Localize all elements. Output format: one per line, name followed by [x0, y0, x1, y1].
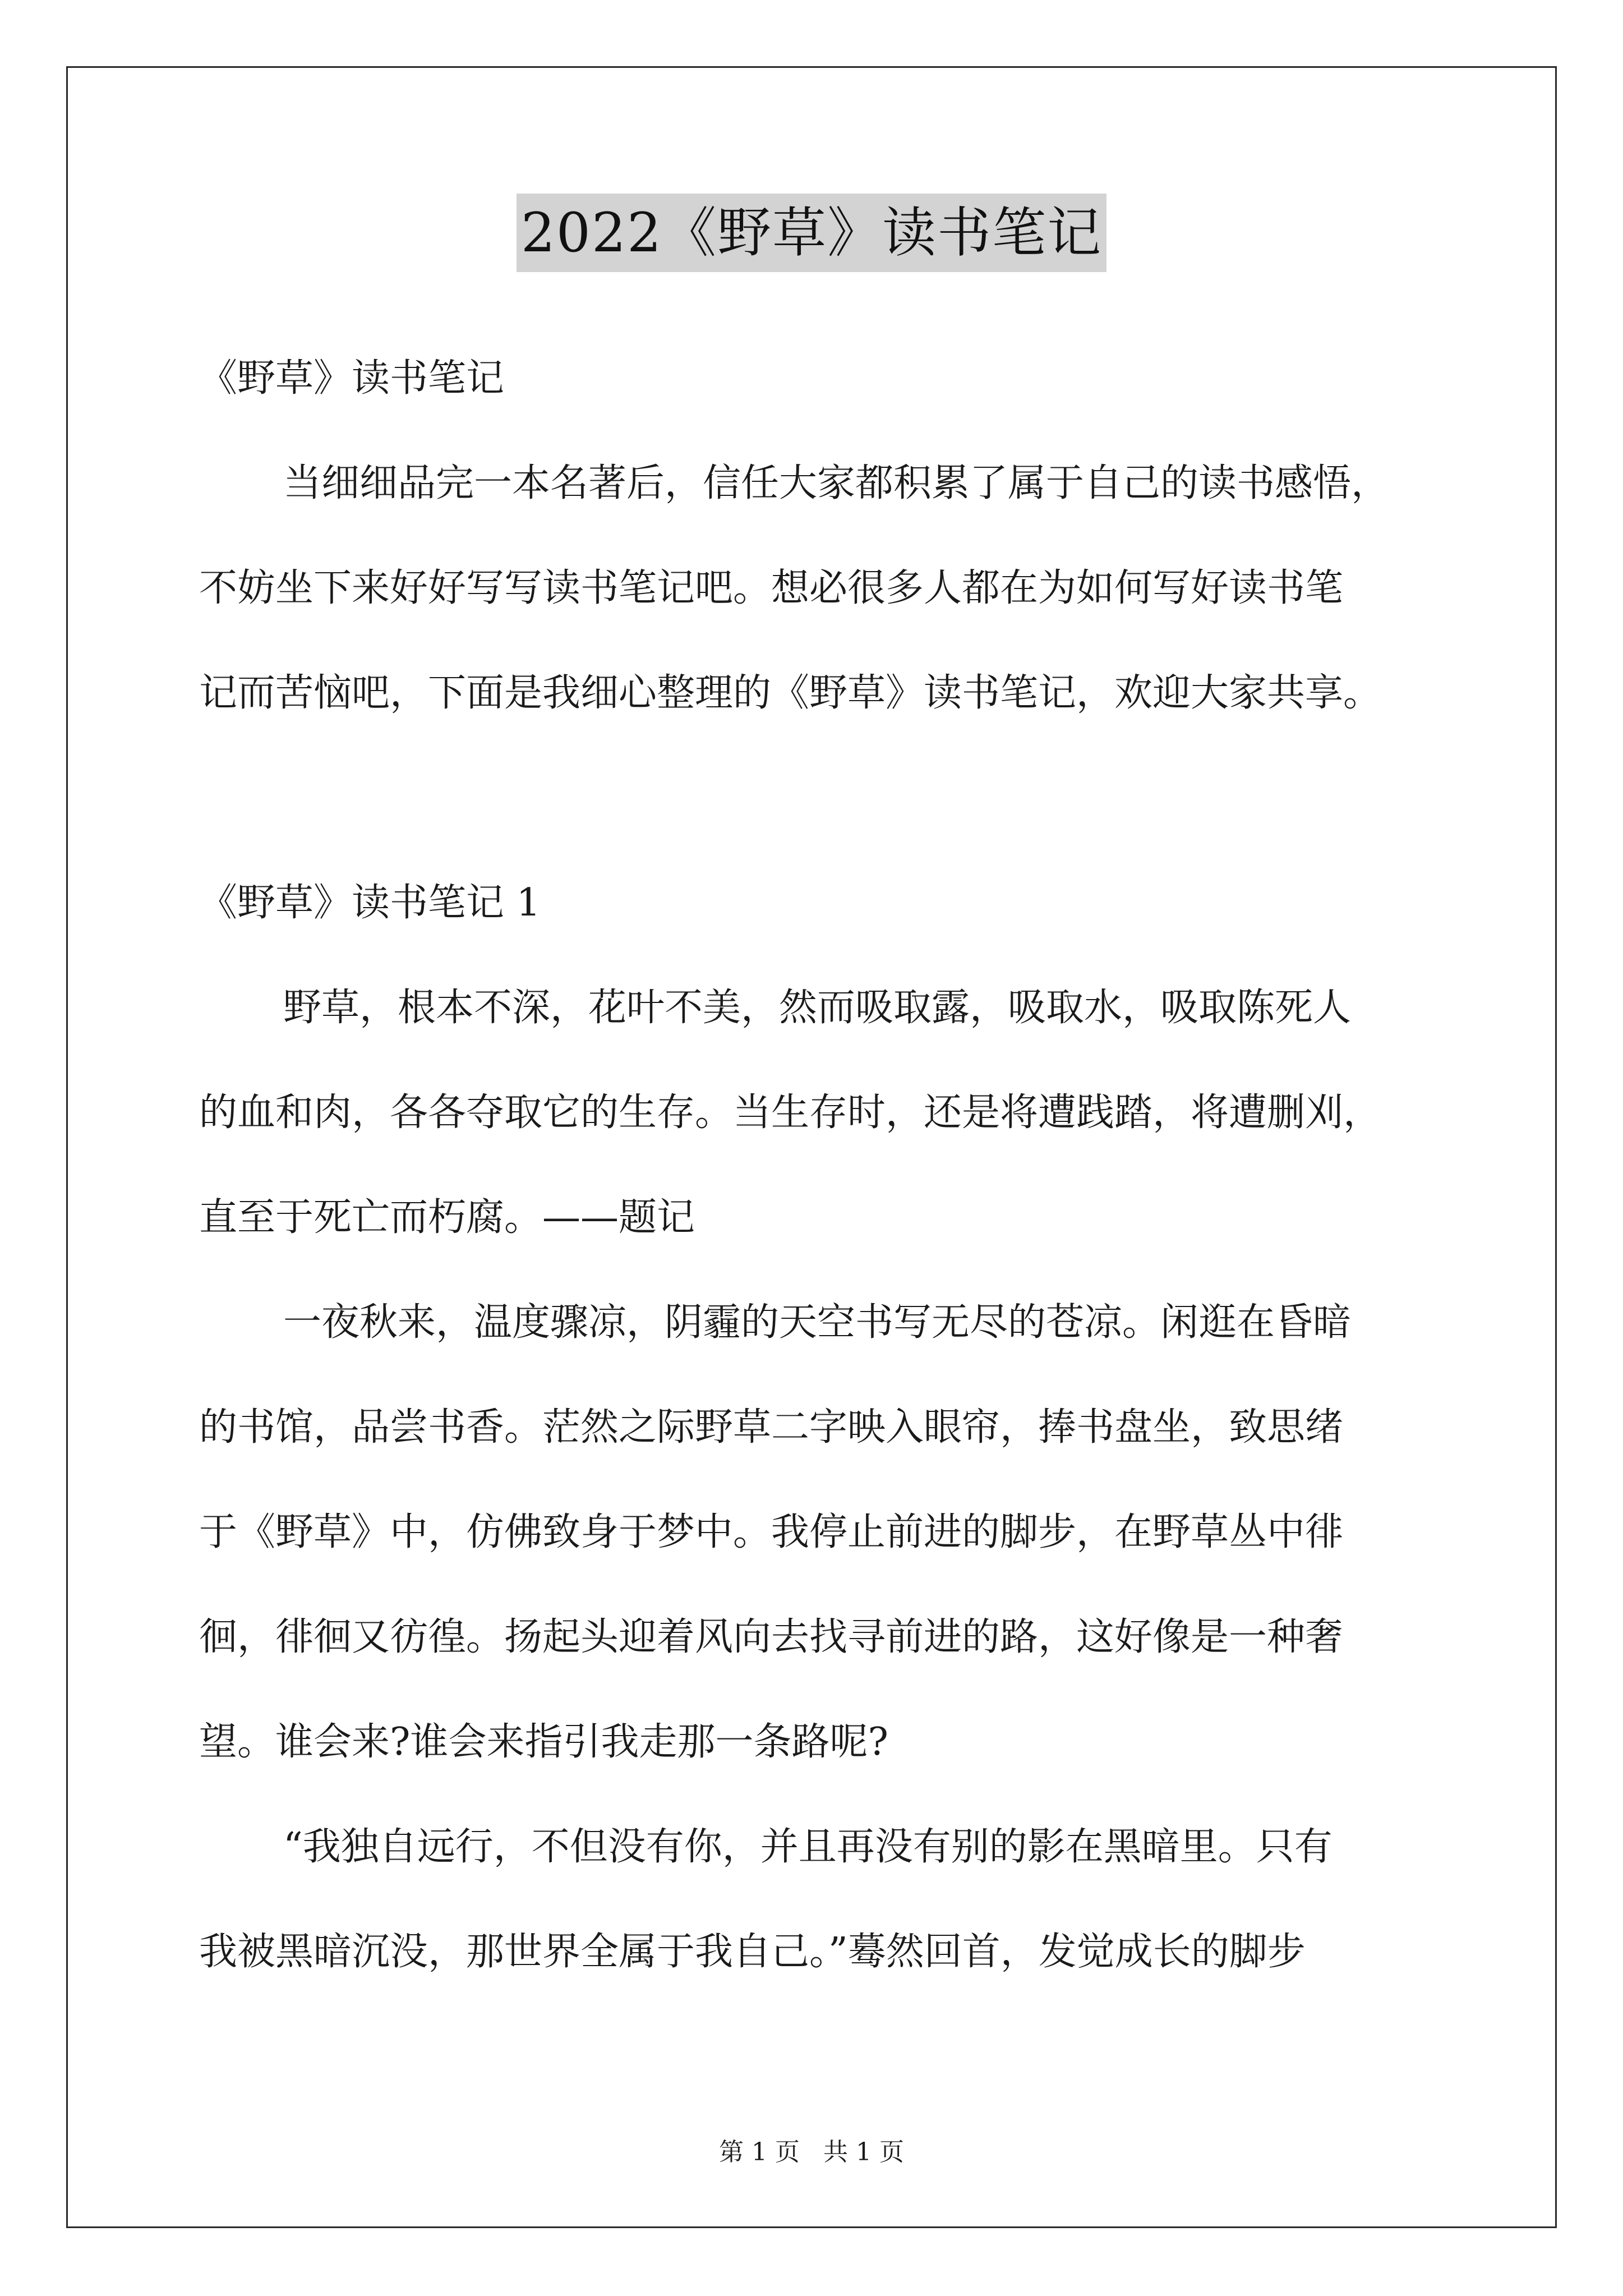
paragraph-line: 望。谁会来?谁会来指引我走那一条路呢? — [199, 1720, 888, 1764]
page-number: 第 1 页 — [719, 2138, 800, 2166]
page-footer — [0, 2132, 1623, 2168]
paragraph-line: 我被黑暗沉没，那世界全属于我自己。”蓦然回首，发觉成长的脚步 — [199, 1930, 1306, 1974]
section-heading: 《野草》读书笔记 1 — [199, 881, 541, 925]
paragraph-line: 一夜秋来，温度骤凉，阴霾的天空书写无尽的苍凉。闲逛在昏暗 — [283, 1300, 1352, 1345]
paragraph-line: 的书馆，品尝书香。茫然之际野草二字映入眼帘，捧书盘坐，致思绪 — [199, 1405, 1344, 1450]
paragraph-line: 记而苦恼吧，下面是我细心整理的《野草》读书笔记，欢迎大家共享。 — [199, 671, 1382, 715]
section-heading: 《野草》读书笔记 — [199, 356, 505, 401]
paragraph-line: 徊，徘徊又彷徨。扬起头迎着风向去找寻前进的路，这好像是一种奢 — [199, 1615, 1344, 1659]
paragraph-line: 野草，根本不深，花叶不美，然而吸取露，吸取水，吸取陈死人 — [283, 986, 1352, 1030]
paragraph-line: 的血和肉，各各夺取它的生存。当生存时，还是将遭践踏，将遭删刈， — [199, 1091, 1382, 1135]
title-container — [0, 194, 1623, 272]
paragraph-line: 直至于死亡而朽腐。——题记 — [199, 1195, 695, 1240]
page-total: 共 1 页 — [823, 2138, 904, 2166]
paragraph-line: 当细细品完一本名著后，信任大家都积累了属于自己的读书感悟， — [283, 461, 1390, 505]
paragraph-line: “我独自远行，不但没有你，并且再没有别的影在黑暗里。只有 — [283, 1825, 1332, 1869]
paragraph-line: 不妨坐下来好好写写读书笔记吧。想必很多人都在为如何写好读书笔 — [199, 566, 1344, 610]
paragraph-line: 于《野草》中，仿佛致身于梦中。我停止前进的脚步，在野草丛中徘 — [199, 1510, 1344, 1554]
document-title: 2022《野草》读书笔记 — [517, 194, 1106, 272]
document-body — [199, 339, 1433, 2018]
spacer — [199, 759, 1433, 864]
